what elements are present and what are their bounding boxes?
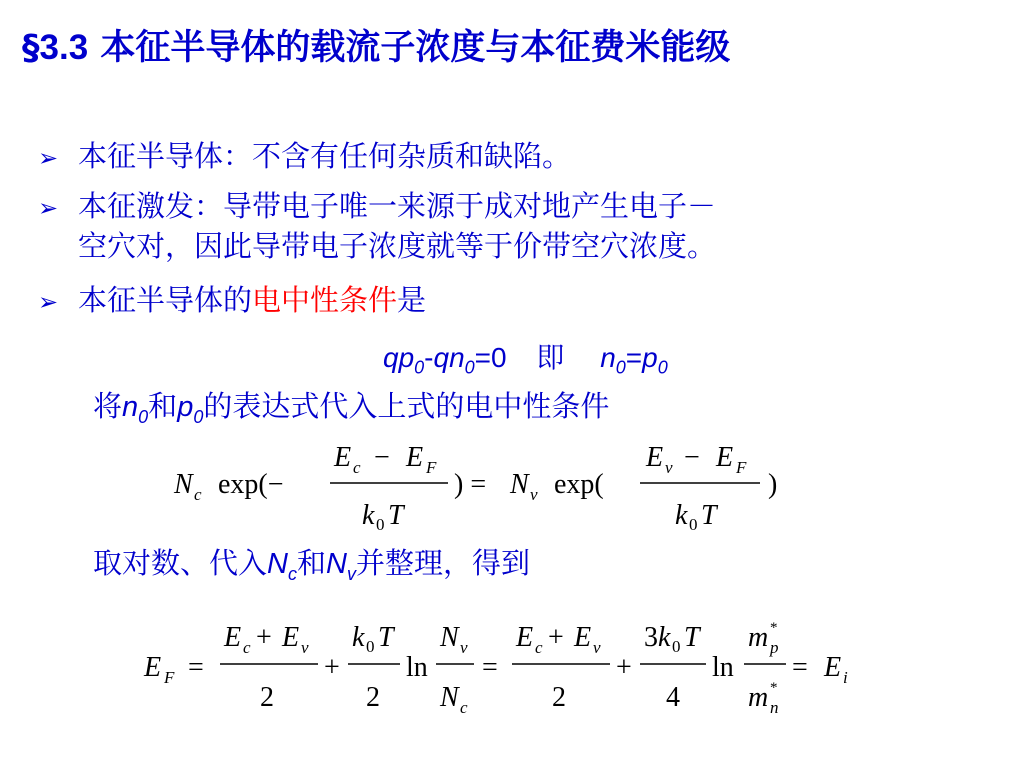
svg-text:3: 3 — [644, 622, 658, 653]
svg-text:2: 2 — [552, 682, 566, 713]
bullet-2-text: 本征激发：导带电子唯一来源于成对地产生电子－ — [78, 189, 717, 223]
svg-text:F: F — [164, 668, 175, 687]
svg-text:exp(−: exp(− — [218, 469, 284, 500]
svg-text:exp(: exp( — [554, 469, 604, 500]
svg-text:v: v — [593, 638, 601, 657]
svg-text:0: 0 — [376, 515, 385, 534]
svg-text:c: c — [194, 485, 202, 504]
svg-text:n: n — [770, 698, 779, 717]
svg-text:E: E — [716, 442, 734, 473]
bullet-3-text-before: 本征半导体的 — [78, 283, 253, 317]
log-line: 取对数、代入$N_c$和$N_v$并整理，得到 — [93, 546, 530, 584]
svg-text:E: E — [406, 442, 424, 473]
arrow-bullet-icon: ➢ — [38, 144, 59, 172]
svg-text:4: 4 — [666, 682, 680, 713]
svg-text:p: p — [770, 638, 779, 657]
svg-text:2: 2 — [366, 682, 380, 713]
svg-text:E: E — [224, 622, 242, 653]
svg-text:+: + — [256, 622, 272, 653]
svg-text:E: E — [646, 442, 664, 473]
neutrality-condition-highlight: 电中性条件 — [252, 283, 398, 317]
svg-text:N: N — [174, 469, 193, 500]
svg-text:c: c — [353, 458, 361, 477]
svg-text:E: E — [334, 442, 352, 473]
svg-text:E: E — [824, 652, 842, 683]
section-sign: § — [22, 28, 40, 68]
svg-text:E: E — [574, 622, 592, 653]
bullet-1 — [38, 134, 571, 175]
svg-text:c: c — [243, 638, 251, 657]
bullet-2 — [38, 184, 716, 225]
svg-text:v: v — [460, 638, 468, 657]
svg-text:T: T — [684, 622, 700, 653]
svg-text:0: 0 — [689, 515, 698, 534]
svg-text:E: E — [144, 652, 162, 683]
svg-text:c: c — [535, 638, 543, 657]
svg-text:−: − — [684, 442, 700, 473]
svg-text:ln: ln — [712, 652, 734, 683]
arrow-bullet-icon: ➢ — [38, 194, 59, 222]
svg-text:i: i — [843, 668, 848, 687]
svg-text:N: N — [440, 622, 459, 653]
svg-text:N: N — [510, 469, 529, 500]
svg-text:=: = — [188, 652, 204, 683]
bullet-3 — [38, 278, 426, 319]
svg-text:k: k — [352, 622, 365, 653]
svg-text:E: E — [282, 622, 300, 653]
svg-text:ln: ln — [406, 652, 428, 683]
charge-balance-equation — [170, 438, 800, 538]
svg-text:k: k — [675, 500, 688, 531]
svg-text:=: = — [482, 652, 498, 683]
bullet-1-text: 本征半导体：不含有任何杂质和缺陷。 — [78, 139, 572, 173]
svg-text:0: 0 — [672, 637, 681, 656]
svg-text:=: = — [792, 652, 808, 683]
fermi-level-equation — [140, 616, 860, 726]
title-text: 本征半导体的载流子浓度与本征费米能级 — [100, 28, 731, 68]
svg-text:v: v — [665, 458, 673, 477]
svg-text:T: T — [701, 500, 717, 531]
svg-text:+: + — [548, 622, 564, 653]
svg-text:N: N — [440, 682, 459, 713]
svg-text:−: − — [374, 442, 390, 473]
svg-text:m: m — [748, 622, 769, 653]
svg-text:k: k — [362, 500, 375, 531]
svg-text:F: F — [426, 458, 437, 477]
arrow-bullet-icon: ➢ — [38, 288, 59, 316]
section-number: 3.3 — [39, 28, 89, 67]
substitute-line: 将$n_0$和$p_0$的表达式代入上式的电中性条件 — [93, 389, 610, 427]
svg-text:E: E — [516, 622, 534, 653]
svg-text:) =: ) = — [454, 469, 487, 500]
bullet-2-continuation: 空穴对，因此导带电子浓度就等于价带空穴浓度。 — [78, 229, 717, 263]
svg-text:m: m — [748, 682, 769, 713]
svg-text:): ) — [768, 469, 778, 500]
svg-text:v: v — [301, 638, 309, 657]
svg-text:*: * — [770, 620, 778, 636]
svg-text:+: + — [324, 652, 340, 683]
svg-text:k: k — [658, 622, 671, 653]
svg-text:v: v — [530, 485, 538, 504]
svg-text:T: T — [388, 500, 404, 531]
svg-text:F: F — [736, 458, 747, 477]
neutrality-equation: $qp_0-qn_0=0$ 即 $n_0=p_0$ — [383, 341, 668, 378]
svg-text:*: * — [770, 680, 778, 696]
svg-text:c: c — [460, 698, 468, 717]
bullet-3-text-after: 是 — [397, 283, 427, 317]
svg-text:T: T — [378, 622, 394, 653]
svg-text:+: + — [616, 652, 632, 683]
slide-title — [22, 20, 730, 70]
svg-text:2: 2 — [260, 682, 274, 713]
svg-text:0: 0 — [366, 637, 375, 656]
